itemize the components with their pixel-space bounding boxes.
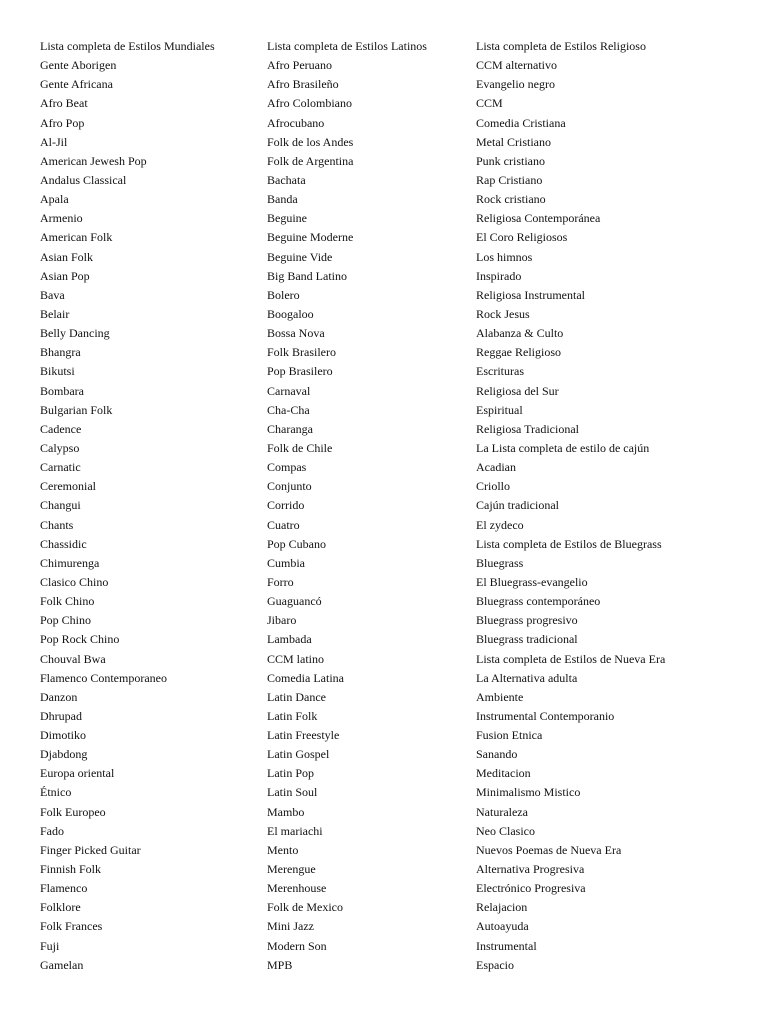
- list-item: Flamenco Contemporaneo: [40, 670, 167, 685]
- list-item: Charanga: [267, 421, 313, 436]
- list-item: Relajacion: [476, 900, 528, 915]
- list-item: Armenio: [40, 211, 83, 226]
- list-item: Criollo: [476, 479, 511, 494]
- list-item: Alabanza & Culto: [476, 326, 564, 341]
- list-item: Bikutsi: [40, 364, 75, 379]
- list-item: Bava: [40, 287, 65, 302]
- list-item: Lambada: [267, 632, 312, 647]
- list-item: Folk Chino: [40, 594, 95, 609]
- list-item: Mento: [267, 842, 299, 857]
- list-item: Instrumental: [476, 938, 537, 953]
- list-item: Afro Peruano: [267, 58, 332, 73]
- list-item: Carnaval: [267, 383, 311, 398]
- list-item: Modern Son: [267, 938, 327, 953]
- list-item: Carnatic: [40, 460, 81, 475]
- list-item: Fuji: [40, 938, 60, 953]
- list-item: Europa oriental: [40, 766, 115, 781]
- list-item: Asian Folk: [40, 249, 94, 264]
- list-item: Bossa Nova: [267, 326, 325, 341]
- list-item: Latin Gospel: [267, 747, 330, 762]
- list-item: Finger Picked Guitar: [40, 842, 141, 857]
- list-item: Folk Brasilero: [267, 345, 336, 360]
- world-styles-column: [40, 37, 262, 975]
- list-item: Comedia Cristiana: [476, 115, 566, 130]
- list-item: Jibaro: [267, 613, 297, 628]
- list-item: Instrumental Contemporanio: [476, 708, 615, 723]
- list-heading: Lista completa de Estilos Religioso: [476, 39, 646, 53]
- list-item: Bachata: [267, 172, 306, 187]
- list-item: Compas: [267, 460, 307, 475]
- list-item: Afro Colombiano: [267, 96, 352, 111]
- list-item: Folk Frances: [40, 919, 103, 934]
- list-item: Bolero: [267, 287, 300, 302]
- list-item: Sanando: [476, 747, 518, 762]
- list-item: Bluegrass: [476, 555, 524, 570]
- list-item: Afro Pop: [40, 115, 85, 130]
- list-item: Apala: [40, 192, 69, 207]
- list-item: Nuevos Poemas de Nueva Era: [476, 842, 622, 857]
- latin-styles-column: [267, 37, 472, 975]
- list-item: Latin Freestyle: [267, 728, 340, 743]
- list-item: Beguine Vide: [267, 249, 333, 264]
- list-item: Gente Africana: [40, 77, 113, 92]
- list-item: Flamenco: [40, 881, 88, 896]
- list-item: Banda: [267, 192, 298, 207]
- list-item: Pop Chino: [40, 613, 92, 628]
- list-item: La Lista completa de estilo de cajún: [476, 440, 650, 455]
- list-item: Ceremonial: [40, 479, 96, 494]
- list-item: Calypso: [40, 440, 80, 455]
- list-item: Étnico: [40, 785, 72, 800]
- list-item: Forro: [267, 574, 294, 589]
- list-item: Guaguancó: [267, 594, 322, 609]
- list-item: Acadian: [476, 460, 516, 475]
- list-item: El Bluegrass-evangelio: [476, 574, 588, 589]
- list-item: Reggae Religioso: [476, 345, 561, 360]
- list-item: Religiosa Instrumental: [476, 287, 585, 302]
- list-item: Corrido: [267, 498, 305, 513]
- list-item: Inspirado: [476, 268, 522, 283]
- list-item: Folklore: [40, 900, 81, 915]
- list-item: Folk Europeo: [40, 804, 106, 819]
- list-item: Beguine Moderne: [267, 230, 354, 245]
- list-item: Minimalismo Mistico: [476, 785, 581, 800]
- list-item: Lista completa de Estilos de Nueva Era: [476, 651, 666, 666]
- list-item: Bluegrass tradicional: [476, 632, 578, 647]
- list-item: El Coro Religiosos: [476, 230, 568, 245]
- list-item: Djabdong: [40, 747, 88, 762]
- list-item: Bluegrass progresivo: [476, 613, 578, 628]
- list-item: Espiritual: [476, 402, 523, 417]
- list-item: Cajún tradicional: [476, 498, 559, 513]
- list-item: CCM alternativo: [476, 58, 557, 73]
- list-item: Cuatro: [267, 517, 300, 532]
- list-item: Boogaloo: [267, 306, 314, 321]
- list-item: Mini Jazz: [267, 919, 314, 934]
- list-item: American Jewesh Pop: [40, 153, 147, 168]
- list-item: American Folk: [40, 230, 113, 245]
- list-item: Conjunto: [267, 479, 312, 494]
- list-item: Cumbia: [267, 555, 305, 570]
- list-item: Afro Brasileño: [267, 77, 339, 92]
- list-item: Los himnos: [476, 249, 533, 264]
- list-item: El mariachi: [267, 823, 323, 838]
- list-item: Bluegrass contemporáneo: [476, 594, 601, 609]
- list-item: Fusion Etnica: [476, 728, 543, 743]
- list-item: Afrocubano: [267, 115, 325, 130]
- list-item: Rock Jesus: [476, 306, 530, 321]
- list-item: MPB: [267, 957, 293, 972]
- list-item: Autoayuda: [476, 919, 529, 934]
- list-item: Latin Folk: [267, 708, 318, 723]
- list-item: Electrónico Progresiva: [476, 881, 586, 896]
- list-item: Rock cristiano: [476, 192, 546, 207]
- list-item: Religiosa Contemporánea: [476, 211, 601, 226]
- list-item: Chouval Bwa: [40, 651, 106, 666]
- list-item: Belair: [40, 306, 70, 321]
- list-item: El zydeco: [476, 517, 524, 532]
- list-item: Bombara: [40, 383, 84, 398]
- list-item: Belly Dancing: [40, 326, 110, 341]
- list-item: Ambiente: [476, 689, 524, 704]
- list-item: Latin Pop: [267, 766, 314, 781]
- list-item: Changui: [40, 498, 81, 513]
- list-item: Metal Cristiano: [476, 134, 551, 149]
- list-item: Bulgarian Folk: [40, 402, 113, 417]
- list-item: La Alternativa adulta: [476, 670, 578, 685]
- list-item: Evangelio negro: [476, 77, 555, 92]
- list-item: Pop Rock Chino: [40, 632, 120, 647]
- list-item: Dhrupad: [40, 708, 82, 723]
- list-item: Gente Aborigen: [40, 58, 117, 73]
- list-item: Cha-Cha: [267, 402, 310, 417]
- list-item: Neo Clasico: [476, 823, 535, 838]
- list-item: Merengue: [267, 862, 316, 877]
- list-item: Rap Cristiano: [476, 172, 543, 187]
- list-item: Escrituras: [476, 364, 524, 379]
- list-item: Fado: [40, 823, 64, 838]
- list-item: Espacio: [476, 957, 514, 972]
- list-item: Latin Soul: [267, 785, 318, 800]
- list-item: Danzon: [40, 689, 78, 704]
- list-item: Cadence: [40, 421, 82, 436]
- list-item: Religiosa Tradicional: [476, 421, 579, 436]
- list-heading: Lista completa de Estilos Latinos: [267, 39, 427, 53]
- list-item: Pop Brasilero: [267, 364, 333, 379]
- list-item: Asian Pop: [40, 268, 90, 283]
- list-item: CCM: [476, 96, 503, 111]
- list-item: Pop Cubano: [267, 536, 327, 551]
- list-item: Finnish Folk: [40, 862, 102, 877]
- list-item: Comedia Latina: [267, 670, 344, 685]
- list-item: Lista completa de Estilos de Bluegrass: [476, 536, 662, 551]
- list-item: Dimotiko: [40, 728, 87, 743]
- list-item: Folk de Chile: [267, 440, 333, 455]
- list-item: Folk de Mexico: [267, 900, 343, 915]
- list-item: Religiosa del Sur: [476, 383, 559, 398]
- list-item: Al-Jil: [40, 134, 68, 149]
- list-item: Chants: [40, 517, 74, 532]
- list-item: Clasico Chino: [40, 574, 109, 589]
- list-item: Latin Dance: [267, 689, 326, 704]
- list-item: Gamelan: [40, 957, 84, 972]
- list-item: Merenhouse: [267, 881, 327, 896]
- list-item: Meditacion: [476, 766, 531, 781]
- religious-and-other-styles-column: [476, 37, 766, 975]
- list-item: Bhangra: [40, 345, 81, 360]
- list-item: Folk de Argentina: [267, 153, 354, 168]
- list-item: Andalus Classical: [40, 172, 127, 187]
- list-item: Beguine: [267, 211, 307, 226]
- list-item: Mambo: [267, 804, 305, 819]
- list-item: Big Band Latino: [267, 268, 347, 283]
- list-item: Folk de los Andes: [267, 134, 354, 149]
- list-item: Chimurenga: [40, 555, 100, 570]
- list-heading: Lista completa de Estilos Mundiales: [40, 39, 215, 53]
- list-item: Punk cristiano: [476, 153, 545, 168]
- list-item: Chassidic: [40, 536, 87, 551]
- list-item: Alternativa Progresiva: [476, 862, 585, 877]
- list-item: Naturaleza: [476, 804, 528, 819]
- list-item: Afro Beat: [40, 96, 88, 111]
- list-item: CCM latino: [267, 651, 325, 666]
